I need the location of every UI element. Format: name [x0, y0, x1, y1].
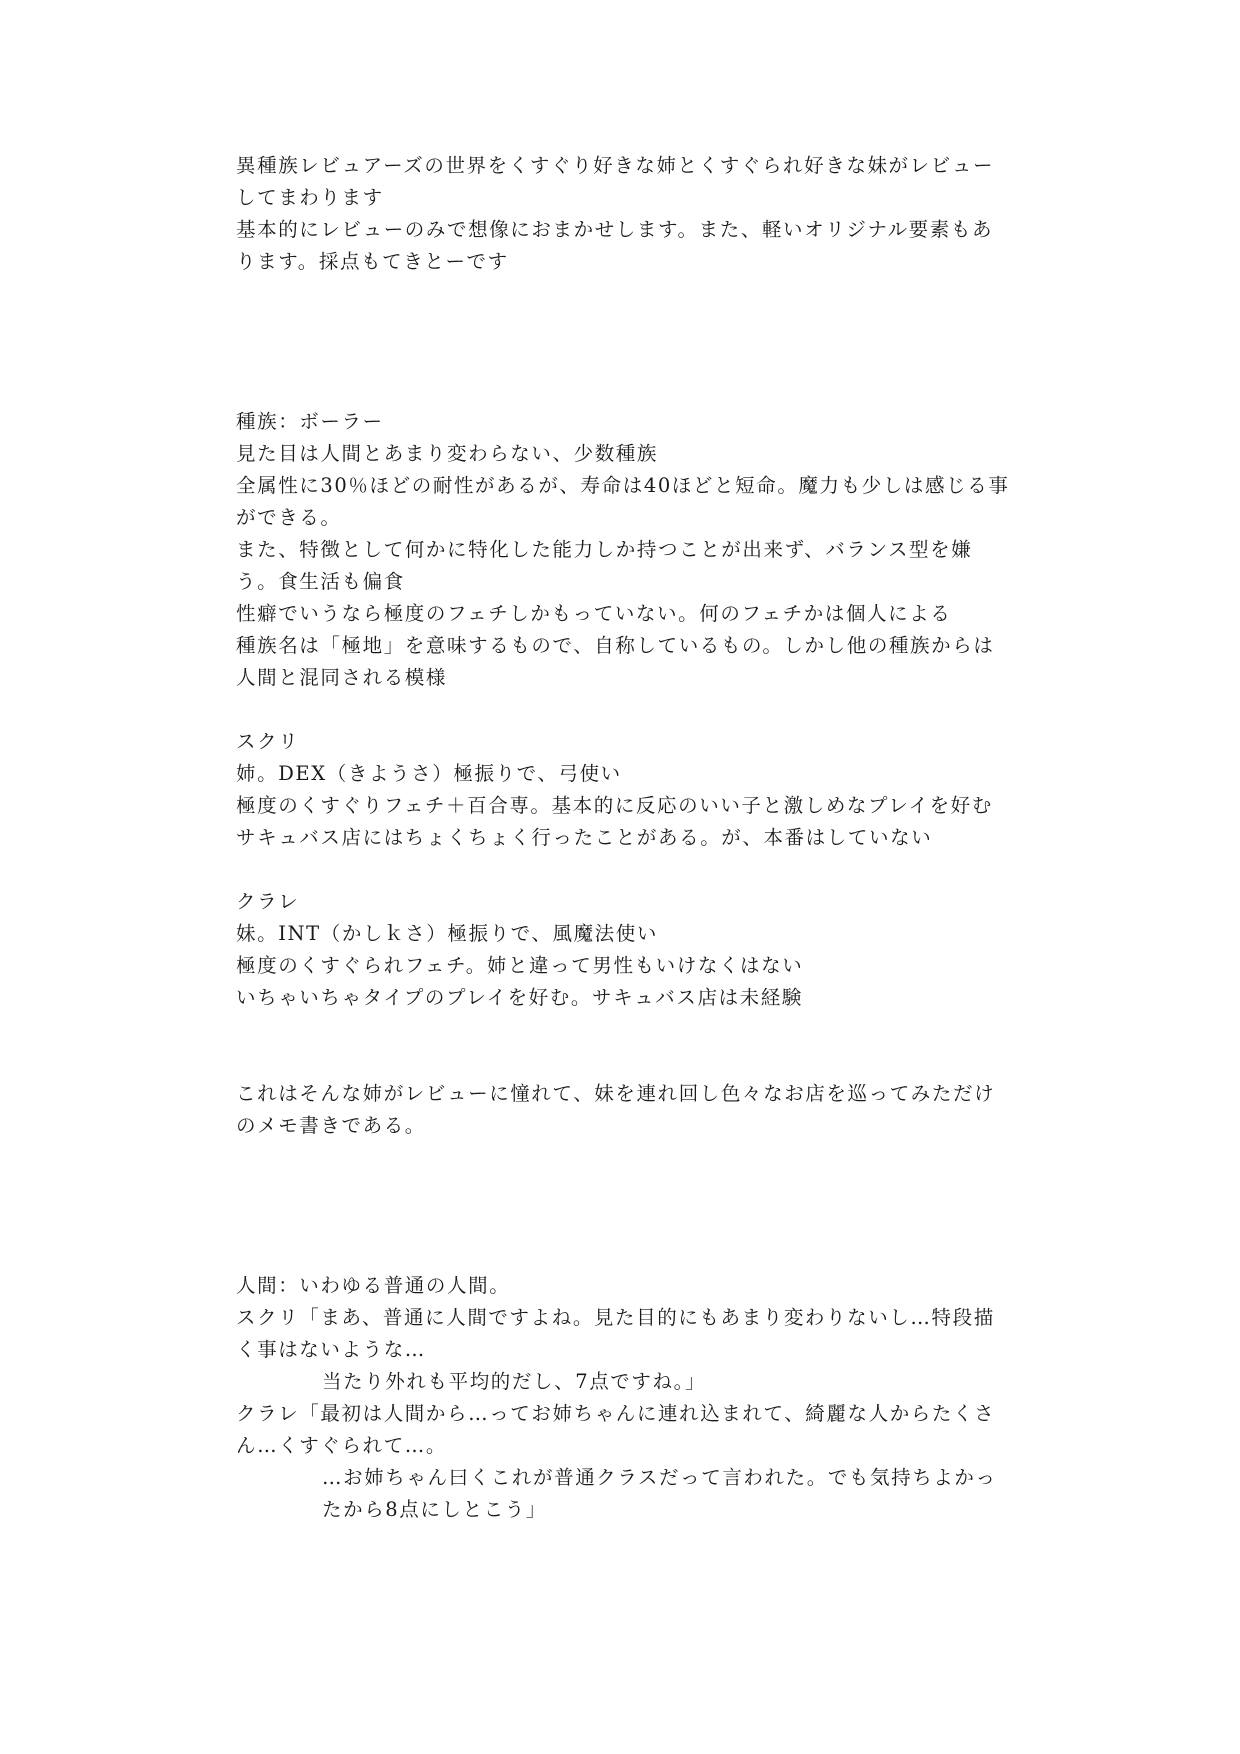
premise-paragraph: これはそんな姉がレビューに憧れて、妹を連れ回し色々なお店を巡ってみただけのメモ書きである。 — [236, 1082, 996, 1137]
kurare-description-1: 妹。INT（かしｋさ）極振りで、風魔法使い — [236, 922, 658, 945]
review-kurare-line-1: クラレ「最初は人間から…ってお姉ちゃんに連れ込まれて、綺麗な人からたくさん…くすぐられて…。 — [236, 1402, 996, 1457]
spacer — [236, 278, 1012, 406]
kurare-description-2: 極度のくすぐられフェチ。姉と違って男性もいけなくはない — [236, 954, 804, 977]
spacer — [236, 694, 1012, 726]
kurare-description-3: いちゃいちゃタイプのプレイを好む。サキュバス店は未経験 — [236, 986, 803, 1009]
race-description-1: 見た目は人間とあまり変わらない、少数種族 — [236, 442, 659, 465]
sukuri-description-3: サキュバス店にはちょくちょく行ったことがある。が、本番はしていない — [236, 826, 933, 849]
race-description-2: 全属性に30％ほどの耐性があるが、寿命は40ほどと短命。魔力も少しは感じる事ができる。 — [236, 474, 1010, 529]
race-description-5: 種族名は「極地」を意味するもので、自称しているもの。しかし他の種族からは人間と混同される模様 — [236, 634, 995, 689]
race-description-4: 性癖でいうなら極度のフェチしかもっていない。何のフェチかは個人による — [236, 602, 952, 625]
review-sukuri-line-1: スクリ「まあ、普通に人間ですよね。見た目的にもあまり変わりないし…特段描く事はないような… — [236, 1306, 995, 1361]
spacer — [236, 1014, 1012, 1078]
spacer — [236, 1142, 1012, 1270]
intro-paragraph-1: 異種族レビュアーズの世界をくすぐり好きな姉とくすぐられ好きな妹がレビューしてまわります — [236, 154, 995, 209]
sukuri-description-1: 姉。DEX（きようさ）極振りで、弓使い — [236, 762, 622, 785]
spacer — [236, 854, 1012, 886]
race-heading: 種族：ボーラー — [236, 410, 384, 433]
review-sukuri-comment — [236, 1302, 1012, 1398]
review-kurare-comment — [236, 1398, 1012, 1526]
character-name-kurare: クラレ — [236, 890, 300, 913]
race-description-3: また、特徴として何かに特化した能力しか持つことが出来ず、バランス型を嫌う。食生活も偏食 — [236, 538, 973, 593]
review-kurare-line-2: …お姉ちゃん曰くこれが普通クラスだって言われた。でも気持ちよかったから8点にしとこう」 — [322, 1466, 997, 1521]
intro-paragraph-2: 基本的にレビューのみで想像におまかせします。また、軽いオリジナル要素もあります。採点もてきとーです — [236, 218, 994, 273]
document-body — [236, 150, 1012, 1526]
character-name-sukuri: スクリ — [236, 730, 300, 753]
sukuri-description-2: 極度のくすぐりフェチ＋百合専。基本的に反応のいい子と激しめなプレイを好む — [236, 794, 993, 817]
review-sukuri-line-2: 当たり外れも平均的だし、7点ですね。」 — [322, 1370, 707, 1393]
review-heading: 人間：いわゆる普通の人間。 — [236, 1274, 511, 1297]
